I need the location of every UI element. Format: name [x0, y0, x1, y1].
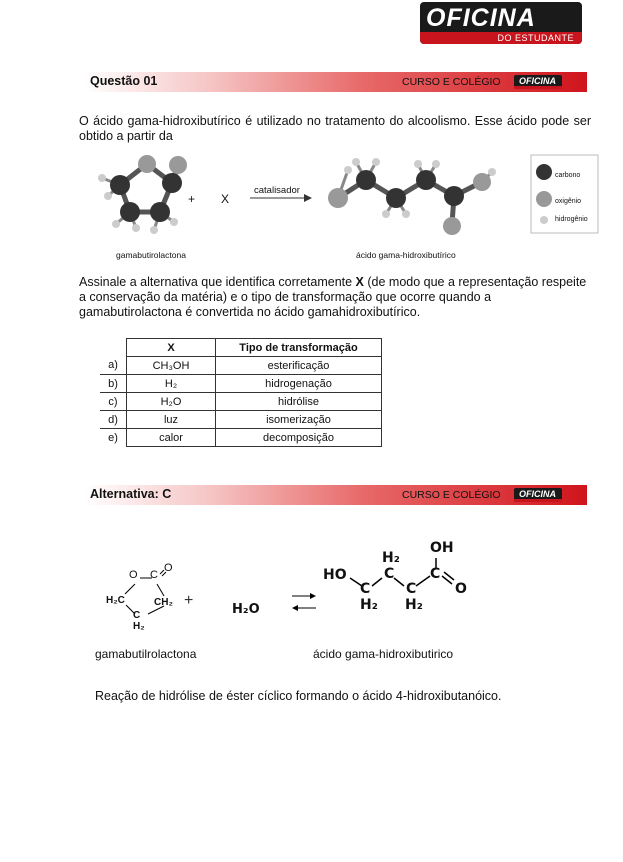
table-row[interactable] [100, 411, 382, 429]
option-type: hidrólise [216, 393, 382, 411]
mini-logo-text: OFICINA [519, 76, 556, 86]
prompt-bold-x: X [355, 275, 364, 289]
table-row[interactable] [100, 393, 382, 411]
column-header-x: X [127, 339, 216, 357]
option-key: c) [100, 393, 127, 411]
question-header-bar [84, 72, 587, 92]
option-key: d) [100, 411, 127, 429]
prompt-end: (de modo que a representação respeite a conservação da matéria) e o tipo de transformação que ocorre quando a gamabutirolactona é convertida no ácido gamahidroxibutírico. [79, 275, 587, 319]
answer-explanation: Reação de hidrólise de éster cíclico formando o ácido 4-hidroxibutanóico. [95, 689, 502, 703]
acid-c1: C [360, 581, 371, 597]
arrow-label: catalisador [254, 185, 300, 196]
gamabutyrolactone-model [98, 155, 187, 234]
carbon-legend-swatch [536, 164, 552, 180]
prompt-start: Assinale a alternativa que identifica corretamente [79, 275, 356, 289]
table-row[interactable] [100, 375, 382, 393]
column-header-type: Tipo de transformação [216, 339, 382, 357]
ring-bottom-h2: H₂ [133, 621, 145, 632]
oficina-logo [420, 2, 582, 44]
legend-carbon-label: carbono [555, 172, 581, 179]
acid-ho: HO [323, 567, 347, 583]
table-row[interactable] [100, 357, 382, 375]
option-x: luz [127, 411, 216, 429]
carbonyl-oxygen: O [164, 562, 173, 574]
ring-carbonyl-carbon: C [150, 569, 158, 581]
table-header-row [100, 339, 382, 357]
option-type: hidrogenação [216, 375, 382, 393]
question-intro: O ácido gama-hidroxibutírico é utilizado no tratamento do alcoolismo. Esse ácido pode ser obtido a partir da [79, 114, 591, 143]
acid-carbonyl-oxygen: O [455, 581, 467, 597]
mini-logo [514, 488, 562, 502]
answer-title: Alternativa: C [90, 487, 172, 501]
option-type: decomposição [216, 429, 382, 447]
option-key: a) [100, 357, 127, 375]
acid-h2-low2: H₂ [405, 597, 423, 613]
option-type: isomerização [216, 411, 382, 429]
oxygen-legend-swatch [536, 191, 552, 207]
answer-label-left: gamabutilrolactona [95, 647, 197, 661]
answer-label-right: ácido gama-hidroxibutirico [313, 647, 454, 661]
logo-subtitle: DO ESTUDANTE [497, 33, 574, 43]
option-type: esterificação [216, 357, 382, 375]
option-key: e) [100, 429, 127, 447]
question-prompt [79, 275, 591, 320]
acid-c3: C [406, 581, 417, 597]
ring-bottom-carbon: C [133, 610, 141, 621]
acid-h2-top: H₂ [382, 550, 400, 566]
acid-h2-low1: H₂ [360, 597, 378, 613]
legend-hydrogen-label: hidrogênio [555, 216, 588, 223]
answer-plus: + [184, 592, 194, 609]
table-row[interactable] [100, 429, 382, 447]
ring-h2c: H₂C [106, 595, 125, 606]
option-x: CH₃OH [127, 357, 216, 375]
acid-c2: C [384, 566, 395, 582]
hydrogen-legend-swatch [540, 216, 548, 224]
product-label: ácido gama-hidroxibutírico [356, 250, 456, 260]
ring-oxygen: O [129, 569, 138, 581]
reactant-label: gamabutirolactona [116, 250, 186, 260]
option-x: H₂O [127, 393, 216, 411]
acid-c4: C [430, 566, 441, 582]
mini-logo-text: OFICINA [519, 489, 556, 499]
mini-logo [514, 75, 562, 89]
x-reactant: X [221, 192, 230, 206]
hydroxybutyric-acid-model [328, 158, 496, 235]
ring-ch2: CH₂ [154, 597, 173, 608]
answer-header-bar [84, 485, 587, 505]
plus-sign: + [188, 192, 196, 206]
course-label: CURSO E COLÉGIO [402, 489, 501, 501]
legend-oxygen-label: oxigênio [555, 198, 582, 205]
option-x: H₂ [127, 375, 216, 393]
option-key: b) [100, 375, 127, 393]
course-label: CURSO E COLÉGIO [402, 76, 501, 88]
acid-oh: OH [430, 540, 454, 556]
question-title: Questão 01 [90, 74, 158, 88]
option-x: calor [127, 429, 216, 447]
options-table [100, 338, 382, 447]
water-molecule: H₂O [232, 602, 260, 617]
logo-word: OFICINA [426, 4, 536, 32]
molecular-reaction [80, 150, 600, 265]
